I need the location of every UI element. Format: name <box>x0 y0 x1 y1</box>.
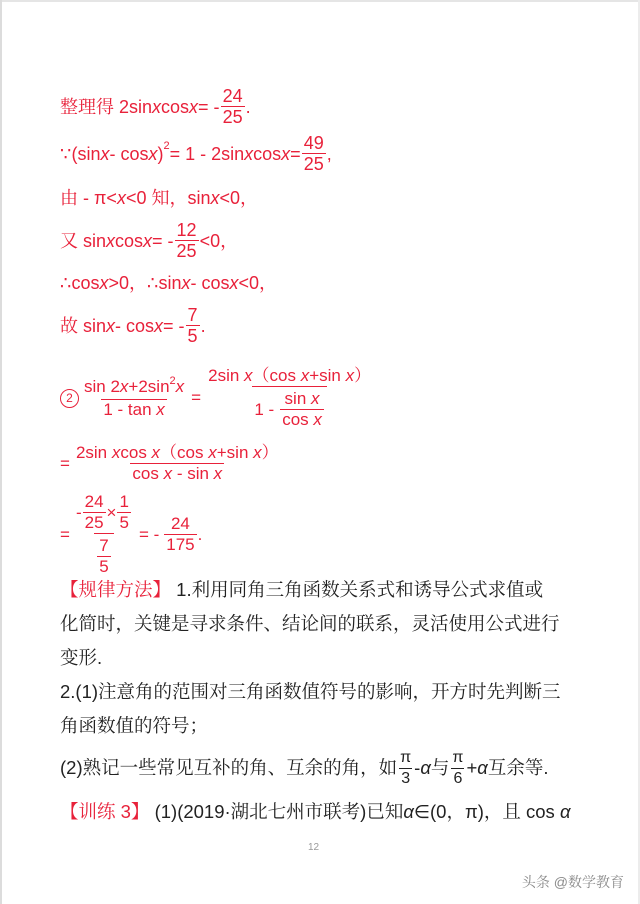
var: x <box>151 443 161 462</box>
numerator: π <box>400 748 412 766</box>
fraction <box>82 374 186 420</box>
numerator <box>74 492 134 533</box>
denominator <box>130 463 224 484</box>
text: = - <box>163 315 185 336</box>
var: x <box>116 188 126 208</box>
denominator: 5 <box>99 557 109 576</box>
denominator: 6 <box>453 769 463 787</box>
text: , <box>326 143 332 164</box>
numerator: 1 <box>119 492 129 511</box>
method-paragraph-1b <box>60 608 590 640</box>
var: x <box>143 230 153 251</box>
circled-number-icon: 2 <box>60 389 79 408</box>
denominator: 5 <box>187 326 198 346</box>
text: ∵(sin <box>60 143 101 164</box>
numerator: 24 <box>222 86 243 106</box>
method-paragraph-2b <box>60 710 590 742</box>
text: 与 <box>430 757 450 778</box>
part2-line-3 <box>60 492 202 577</box>
text: <0， <box>199 230 239 251</box>
text: = - <box>152 230 174 251</box>
method-title: 【规律方法】 <box>60 579 172 600</box>
text: 角函数值的符号； <box>60 715 209 736</box>
text: 化简时，关键是寻求条件、结论间的联系，灵活使用公式进行 <box>60 613 560 634</box>
text: = 1 - 2sin <box>169 143 245 164</box>
denominator <box>101 399 166 420</box>
fraction <box>83 492 106 533</box>
numerator: 24 <box>170 514 190 533</box>
text: - sin <box>172 464 214 483</box>
var: x <box>175 376 185 396</box>
text: 又 sin <box>60 230 107 251</box>
text: = - <box>198 96 220 117</box>
fraction <box>117 492 130 533</box>
text: = <box>290 143 301 164</box>
text: sin 2 <box>84 376 120 396</box>
var: x <box>229 273 239 293</box>
denominator: 175 <box>166 535 195 554</box>
fraction <box>74 443 281 484</box>
var: x <box>99 273 109 293</box>
text: 2.(1)注意角的范围对三角函数值符号的影响，开方时先判断三 <box>60 681 561 702</box>
var: x <box>313 410 322 429</box>
fraction <box>221 86 245 127</box>
var: x <box>345 366 355 385</box>
var: x <box>244 143 254 164</box>
numerator: 49 <box>303 133 324 153</box>
text: ) <box>157 143 164 164</box>
var: x <box>311 389 320 408</box>
numerator <box>206 366 373 386</box>
text: cos <box>282 410 314 429</box>
var: x <box>213 464 223 483</box>
text: 1 - tan <box>103 399 157 419</box>
text: ∴cos <box>60 273 100 293</box>
var: x <box>208 443 217 462</box>
numerator: 24 <box>84 492 104 511</box>
text: - <box>75 502 82 522</box>
text: - <box>414 757 421 778</box>
text: （cos <box>160 443 209 462</box>
numerator: 7 <box>99 536 109 555</box>
text: <0， <box>238 273 277 293</box>
superscript: 2 <box>169 374 176 387</box>
var: x <box>163 464 173 483</box>
text: cos <box>115 230 144 251</box>
text: . <box>245 96 251 117</box>
text: 整理得 2sin <box>60 96 153 117</box>
text: >0，∴sin <box>108 273 182 293</box>
solution-line-5 <box>60 272 277 294</box>
solution-line-2 <box>60 133 332 174</box>
part2-line-2 <box>60 443 282 484</box>
text: + <box>466 757 478 778</box>
method-paragraph-2 <box>60 676 590 708</box>
var: x <box>106 315 116 336</box>
equals: = <box>60 453 70 473</box>
var: x <box>189 96 199 117</box>
training-paragraph <box>60 796 590 828</box>
watermark: 头条 @数学教育 <box>521 874 624 890</box>
text: sin <box>284 389 312 408</box>
var: x <box>300 366 310 385</box>
numerator: 12 <box>176 220 197 240</box>
numerator <box>74 443 281 463</box>
text: 故 sin <box>60 315 107 336</box>
numerator <box>82 374 186 399</box>
equals: = <box>191 388 202 407</box>
fraction <box>97 536 110 577</box>
var: x <box>281 143 291 164</box>
text: . <box>200 315 206 336</box>
var: x <box>119 376 129 396</box>
var: α <box>403 801 414 822</box>
var: α <box>559 801 571 822</box>
text: - cos <box>190 273 230 293</box>
text: ∈(0，π)，且 cos <box>413 801 560 822</box>
text: <0， <box>219 188 259 208</box>
text: (2)熟记一些常见互补的角、互余的角，如 <box>60 757 398 778</box>
text: cos <box>132 464 164 483</box>
superscript: 2 <box>163 139 170 152</box>
denominator <box>94 533 113 577</box>
text: - cos <box>109 143 149 164</box>
var: x <box>253 443 262 462</box>
method-paragraph-1c <box>60 642 590 674</box>
method-paragraph-3 <box>60 748 590 788</box>
text: （cos <box>252 366 301 385</box>
var: x <box>210 188 220 208</box>
var: x <box>148 143 158 164</box>
numerator: π <box>452 748 464 766</box>
denominator <box>252 386 327 430</box>
denominator <box>280 409 324 430</box>
fraction <box>186 305 200 346</box>
text: cos <box>253 143 282 164</box>
fraction <box>206 366 373 430</box>
denominator: 5 <box>119 513 129 532</box>
fraction <box>280 389 324 430</box>
text: (1)(2019·湖北七州市联考)已知 <box>149 801 404 822</box>
fraction <box>164 514 196 555</box>
text: . <box>197 524 203 544</box>
text: +sin <box>309 366 346 385</box>
text: 1 - <box>254 399 275 419</box>
var: x <box>106 230 116 251</box>
text: - cos <box>115 315 155 336</box>
var: α <box>420 757 431 778</box>
var: x <box>152 96 162 117</box>
method-paragraph-1 <box>60 574 590 606</box>
text: 由 - π< <box>60 188 117 208</box>
text: +2sin <box>128 376 170 396</box>
solution-line-1 <box>60 86 251 127</box>
training-title: 【训练 3】 <box>60 801 150 822</box>
text: cos <box>161 96 190 117</box>
page-border-top <box>0 0 640 2</box>
text: 变形. <box>60 647 103 668</box>
text: 互余等. <box>487 757 549 778</box>
var: x <box>181 273 191 293</box>
fraction <box>450 748 465 789</box>
numerator: 7 <box>187 305 198 325</box>
page-border-left <box>0 0 2 904</box>
solution-line-6 <box>60 305 206 346</box>
text: ） <box>261 443 279 462</box>
var: x <box>156 399 165 419</box>
solution-line-4 <box>60 220 238 261</box>
solution-line-3 <box>60 187 258 209</box>
denominator: 25 <box>303 154 324 174</box>
var: x <box>111 443 121 462</box>
fraction <box>74 492 134 577</box>
text: 1.利用同角三角函数关系式和诱导公式求值或 <box>171 579 544 600</box>
var: α <box>477 757 488 778</box>
denominator: 3 <box>401 769 411 787</box>
text: +sin <box>216 443 254 462</box>
text: <0 知，sin <box>125 188 211 208</box>
text: × <box>106 502 117 522</box>
fraction <box>302 133 326 174</box>
var: x <box>244 366 253 385</box>
text: 2sin <box>75 443 112 462</box>
text: = - <box>138 524 160 544</box>
text: 2sin <box>208 366 245 385</box>
text: cos <box>120 443 152 462</box>
equals: = <box>60 524 70 544</box>
part2-line-1 <box>60 366 374 430</box>
fraction <box>175 220 199 261</box>
fraction <box>398 748 413 789</box>
denominator: 25 <box>84 513 104 532</box>
page-number: 12 <box>308 842 320 853</box>
var: x <box>100 143 110 164</box>
numerator <box>283 389 322 409</box>
text: ） <box>354 366 372 385</box>
denominator: 25 <box>222 107 243 127</box>
var: x <box>154 315 164 336</box>
denominator: 25 <box>176 241 197 261</box>
